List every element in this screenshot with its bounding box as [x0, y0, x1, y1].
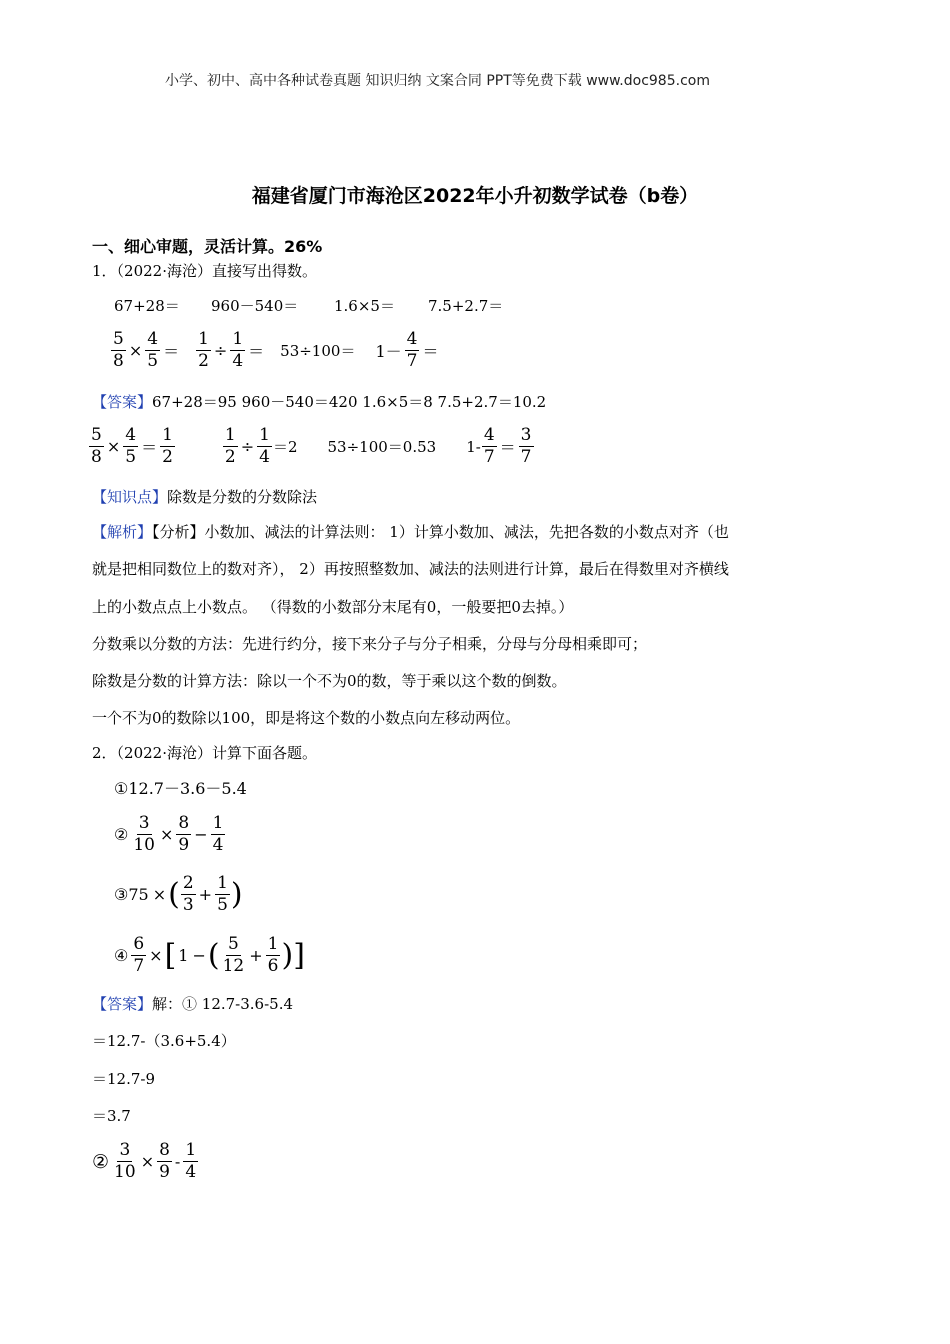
q2-answer-line: 【答案】解：① 12.7-3.6-5.4 [92, 995, 294, 1013]
analysis-line-4: 分数乘以分数的方法：先进行约分，接下来分子与分子相乘，分母与分母相乘即可； [92, 635, 648, 653]
fraction: $\frac{5}{8}$ [113, 329, 124, 371]
q1-item-4: 7.5+2.7＝ [428, 297, 504, 315]
q1-answer-line: 【答案】67+28＝95 960－540＝420 1.6×5＝8 7.5+2.7＝10.2 [92, 393, 547, 411]
q2-problem-1: ①12.7－3.6－5.4 [114, 779, 247, 798]
analysis-line-3: 上的小数点点上小数点。 （得数的小数部分末尾有0，一般要把0去掉。） [92, 598, 574, 616]
q1-item-1: 67+28＝ [114, 297, 180, 315]
knowledge-point: 【知识点】除数是分数的分数除法 [92, 488, 318, 506]
analysis-label: 【解析】 [92, 523, 153, 541]
q2-step-1: ＝12.7-（3.6+5.4） [92, 1032, 236, 1050]
analysis-line-2: 就是把相同数位上的数对齐）， 2）再按照整数加、减法的法则进行计算，最后在得数里对齐横线 [92, 560, 729, 578]
analysis-line-6: 一个不为0的数除以100，即是将这个数的小数点向左移动两位。 [92, 709, 521, 727]
q2-step-2: ＝12.7-9 [92, 1070, 156, 1088]
knowledge-label: 【知识点】 [92, 488, 168, 506]
q1-item-3: 1.6×5＝ [334, 297, 395, 315]
page-header: 小学、初中、高中各种试卷真题 知识归纳 文案合同 PPT等免费下载 www.doc985.com [165, 73, 710, 89]
analysis-line-1: 【解析】【分析】小数加、减法的计算法则： 1）计算小数加、减法，先把各数的小数点对齐（也 [92, 523, 729, 541]
question-2-stem: 2．（2022·海沧）计算下面各题。 [92, 744, 317, 762]
fraction: $\frac{4}{7}$ [406, 329, 418, 371]
fraction: $\frac{1}{2}$ [198, 329, 209, 371]
q1-item-2: 960－540＝ [211, 297, 299, 315]
question-1-stem: 1．（2022·海沧）直接写出得数。 [92, 262, 317, 280]
q1-fraction-row: $\frac{5}{8}$ × $\frac{4}{5}$ ＝ $\frac{1}{2}$ ÷ $\frac{1}{4}$ ＝ 53÷100＝ 1－ $\frac{4}{7}$ ＝ [113, 329, 439, 371]
q1-answer-fractions: $\frac{5}{8}$ × $\frac{4}{5}$ ＝ $\frac{1}{2}$ $\frac{1}{2}$ ÷ $\frac{1}{4}$ ＝2 53÷100＝0.53 1- $\frac{4}{7}$ ＝ $\frac{3}{7}$ [91, 425, 532, 467]
section-heading: 一、细心审题，灵活计算。26% [92, 237, 323, 256]
q2-problem-3: ③75 × ( $\frac{2}{3}$ + $\frac{1}{5}$ ) [114, 873, 243, 915]
q2-problem-4: ④ $\frac{6}{7}$ × [ 1 − ( $\frac{5}{12}$ + $\frac{1}{6}$ ) ] [114, 934, 305, 976]
q2-step-3: ＝3.7 [92, 1107, 131, 1125]
q2-problem-2: ② $\frac{3}{10}$ × $\frac{8}{9}$ − $\frac{1}{4}$ [114, 813, 224, 855]
q2-answer-problem-2: ② $\frac{3}{10}$ × $\frac{8}{9}$ - $\frac{1}{4}$ [92, 1140, 197, 1182]
page-title: 福建省厦门市海沧区2022年小升初数学试卷（b卷） [251, 185, 699, 207]
answer-label: 【答案】 [92, 995, 153, 1013]
fraction: $\frac{4}{5}$ [147, 329, 159, 371]
analysis-line-5: 除数是分数的计算方法：除以一个不为0的数，等于乘以这个数的倒数。 [92, 672, 567, 690]
fraction: $\frac{1}{4}$ [232, 329, 244, 371]
answer-label: 【答案】 [92, 393, 153, 411]
